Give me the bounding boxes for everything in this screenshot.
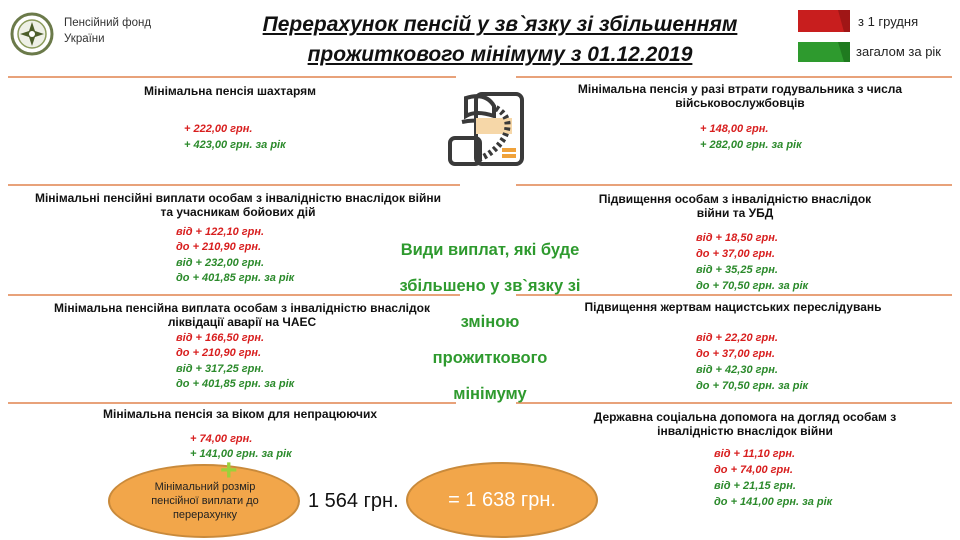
section-title-care-line2: інвалідністю внаслідок війни [657, 424, 833, 438]
war-disabled-min-yearly: від + 232,00 грн. [176, 257, 265, 269]
page-title [190, 10, 810, 70]
war-increase-min-monthly: від + 18,50 грн. [696, 232, 778, 244]
section-title-survivor-line1: Мінімальна пенсія у разі втрати годувальника з числа [577, 82, 903, 96]
chaes-min-monthly: від + 166,50 грн. [176, 332, 265, 344]
nazi-max-monthly: до + 37,00 грн. [696, 348, 775, 360]
center-caption-line2: збільшено у зв`язку зі [399, 277, 581, 295]
miners-monthly-value: + 222,00 грн. [184, 123, 253, 135]
divider [516, 76, 952, 78]
section-title-care [560, 410, 930, 438]
page-title-line1: Перерахунок пенсій у зв`язку зі збільшенням [262, 13, 738, 36]
divider [516, 184, 952, 186]
section-title-war-increase-line1: Підвищення особам з інвалідністю внаслідок [598, 192, 872, 206]
war-disabled-max-yearly: до + 401,85 грн. за рік [176, 272, 295, 284]
war-increase-max-yearly: до + 70,50 грн. за рік [696, 280, 809, 292]
center-caption-line1: Види виплат, які буде [400, 241, 580, 259]
nazi-max-yearly: до + 70,50 грн. за рік [696, 380, 809, 392]
miners-yearly-value: + 423,00 грн. за рік [184, 139, 286, 151]
divider [8, 402, 456, 404]
legend-red-label: з 1 грудня [858, 14, 919, 29]
base-pension-caption-line1: Мінімальний розмір [154, 481, 256, 493]
center-caption-line4: прожиткового [432, 349, 548, 367]
org-name-line1: Пенсійний фонд [64, 17, 152, 29]
age-monthly-value: + 74,00 грн. [190, 433, 253, 445]
legend-red-swatch [798, 10, 850, 32]
pension-fund-logo-icon [10, 12, 54, 56]
center-caption-line3: зміною [460, 313, 520, 331]
survivor-yearly-value: + 282,00 грн. за рік [700, 139, 802, 151]
section-title-care-line1: Державна соціальна допомога на догляд особам з [593, 410, 897, 424]
org-name-line2: України [64, 33, 105, 45]
base-pension-amount: 1 564 грн. [308, 490, 399, 512]
base-pension-caption-line3: перерахунку [172, 509, 238, 521]
section-title-survivor-line2: військовослужбовців [675, 96, 805, 110]
war-disabled-max-monthly: до + 210,90 грн. [176, 241, 262, 253]
center-caption-line5: мінімуму [453, 385, 527, 403]
war-increase-max-monthly: до + 37,00 грн. [696, 248, 775, 260]
section-title-war-disabled [10, 191, 466, 219]
section-title-war-disabled-line2: та учасникам бойових дій [160, 205, 316, 219]
legend-green-label: загалом за рік [856, 44, 941, 59]
care-min-monthly: від + 11,10 грн. [714, 448, 796, 460]
war-increase-min-yearly: від + 35,25 грн. [696, 264, 778, 276]
section-title-survivor [530, 82, 950, 110]
nazi-min-monthly: від + 22,20 грн. [696, 332, 778, 344]
section-title-miners: Мінімальна пенсія шахтарям [143, 84, 317, 98]
divider [8, 294, 460, 296]
section-title-chaes [24, 301, 460, 329]
section-title-war-increase [560, 192, 910, 220]
chaes-min-yearly: від + 317,25 грн. [176, 363, 265, 375]
money-stack-icon [446, 88, 530, 170]
divider [8, 76, 456, 78]
legend-green-swatch [798, 42, 850, 62]
age-yearly-value: + 141,00 грн. за рік [190, 448, 292, 460]
section-title-chaes-line1: Мінімальна пенсійна виплата особам з інвалідністю внаслідок [54, 301, 430, 315]
care-max-yearly: до + 141,00 грн. за рік [714, 496, 833, 508]
section-title-war-disabled-line1: Мінімальні пенсійні виплати особам з інвалідністю внаслідок війни [34, 191, 442, 205]
chaes-max-yearly: до + 401,85 грн. за рік [176, 378, 295, 390]
result-amount: = 1 638 грн. [448, 489, 556, 511]
chaes-max-monthly: до + 210,90 грн. [176, 347, 262, 359]
section-title-chaes-line2: ліквідації аварії на ЧАЕС [167, 315, 317, 329]
survivor-monthly-value: + 148,00 грн. [700, 123, 769, 135]
plus-icon: + [220, 454, 238, 487]
divider [8, 184, 460, 186]
org-name [64, 15, 151, 47]
page-title-line2: прожиткового мінімуму з 01.12.2019 [307, 43, 693, 66]
section-title-nazi: Підвищення жертвам нацистських переслідувань [584, 300, 882, 314]
base-pension-caption [130, 480, 280, 522]
section-title-age: Мінімальна пенсія за віком для непрацюючих [102, 407, 377, 421]
war-disabled-min-monthly: від + 122,10 грн. [176, 226, 265, 238]
nazi-min-yearly: від + 42,30 грн. [696, 364, 778, 376]
care-min-yearly: від + 21,15 грн. [714, 480, 796, 492]
care-max-monthly: до + 74,00 грн. [714, 464, 793, 476]
section-title-war-increase-line2: війни та УБД [696, 206, 774, 220]
base-pension-caption-line2: пенсійної виплати до [151, 495, 259, 507]
